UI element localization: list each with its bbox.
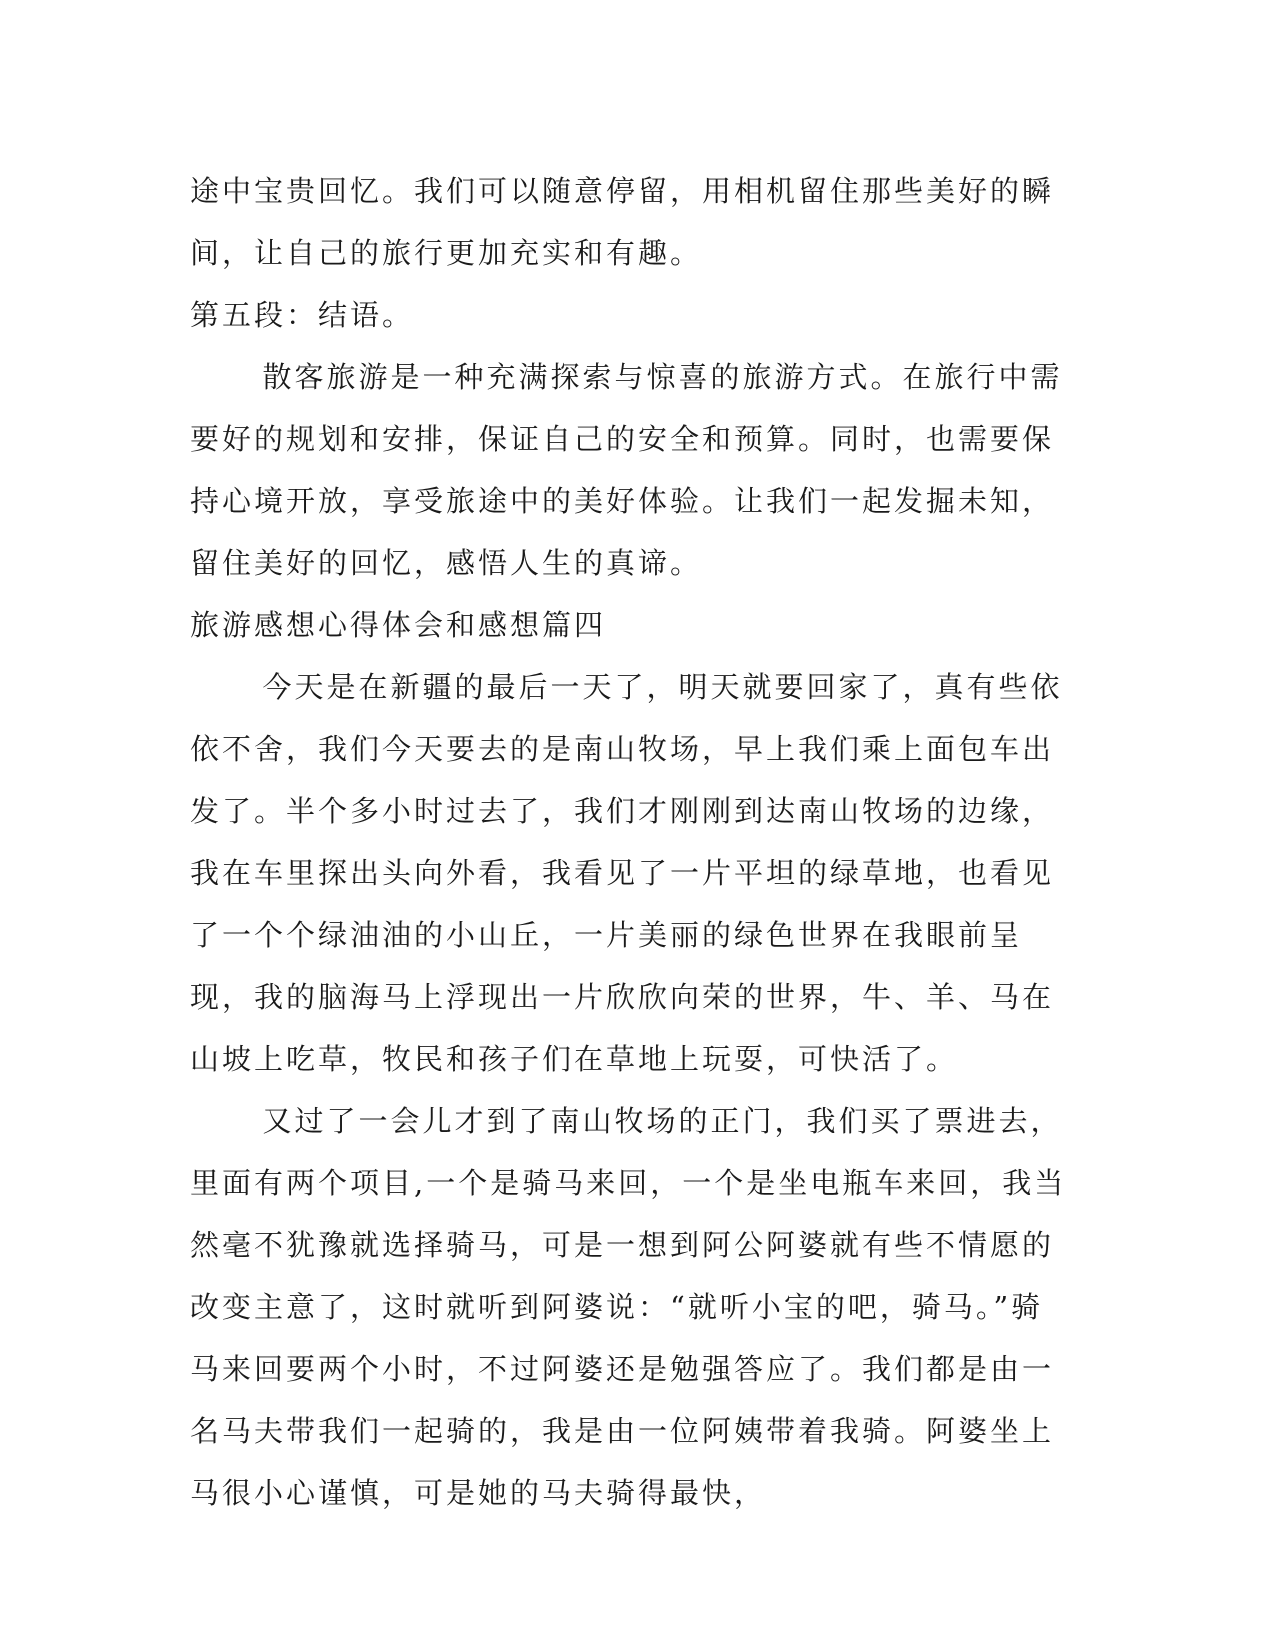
paragraph-nanshan-arrival: 今天是在新疆的最后一天了，明天就要回家了，真有些依依不舍，我们今天要去的是南山牧场，早上我们乘上面包车出发了。半个多小时过去了，我们才刚刚到达南山牧场的边缘，我在车里探出头向外看，我看见了一片平坦的绿草地，也看见了一个个绿油油的小山丘，一片美丽的绿色世界在我眼前呈现，我的脑海马上浮现出一片欣欣向荣的世界，牛、羊、马在山坡上吃草，牧民和孩子们在草地上玩耍，可快活了。 — [190, 670, 1063, 1076]
paragraph-continuation: 途中宝贵回忆。我们可以随意停留，用相机留住那些美好的瞬间，让自己的旅行更加充实和有趣。 — [190, 174, 1055, 270]
paragraph-horse-riding: 又过了一会儿才到了南山牧场的正门，我们买了票进去，里面有两个项目,一个是骑马来回，一个是坐电瓶车来回，我当然毫不犹豫就选择骑马，可是一想到阿公阿婆就有些不情愿的改变主意了，这时就听到阿婆说：“就听小宝的吧，骑马。”骑马来回要两个小时，不过阿婆还是勉强答应了。我们都是由一名马夫带我们一起骑的，我是由一位阿姨带着我骑。阿婆坐上马很小心谨慎，可是她的马夫骑得最快， — [190, 1104, 1067, 1510]
article-title-part-four: 旅游感想心得体会和感想篇四 — [190, 608, 607, 642]
section-heading-conclusion: 第五段：结语。 — [190, 298, 415, 332]
document-body — [190, 160, 1070, 1524]
paragraph-conclusion: 散客旅游是一种充满探索与惊喜的旅游方式。在旅行中需要好的规划和安排，保证自己的安全和预算。同时，也需要保持心境开放，享受旅途中的美好体验。让我们一起发掘未知，留住美好的回忆，感悟人生的真谛。 — [190, 360, 1063, 580]
